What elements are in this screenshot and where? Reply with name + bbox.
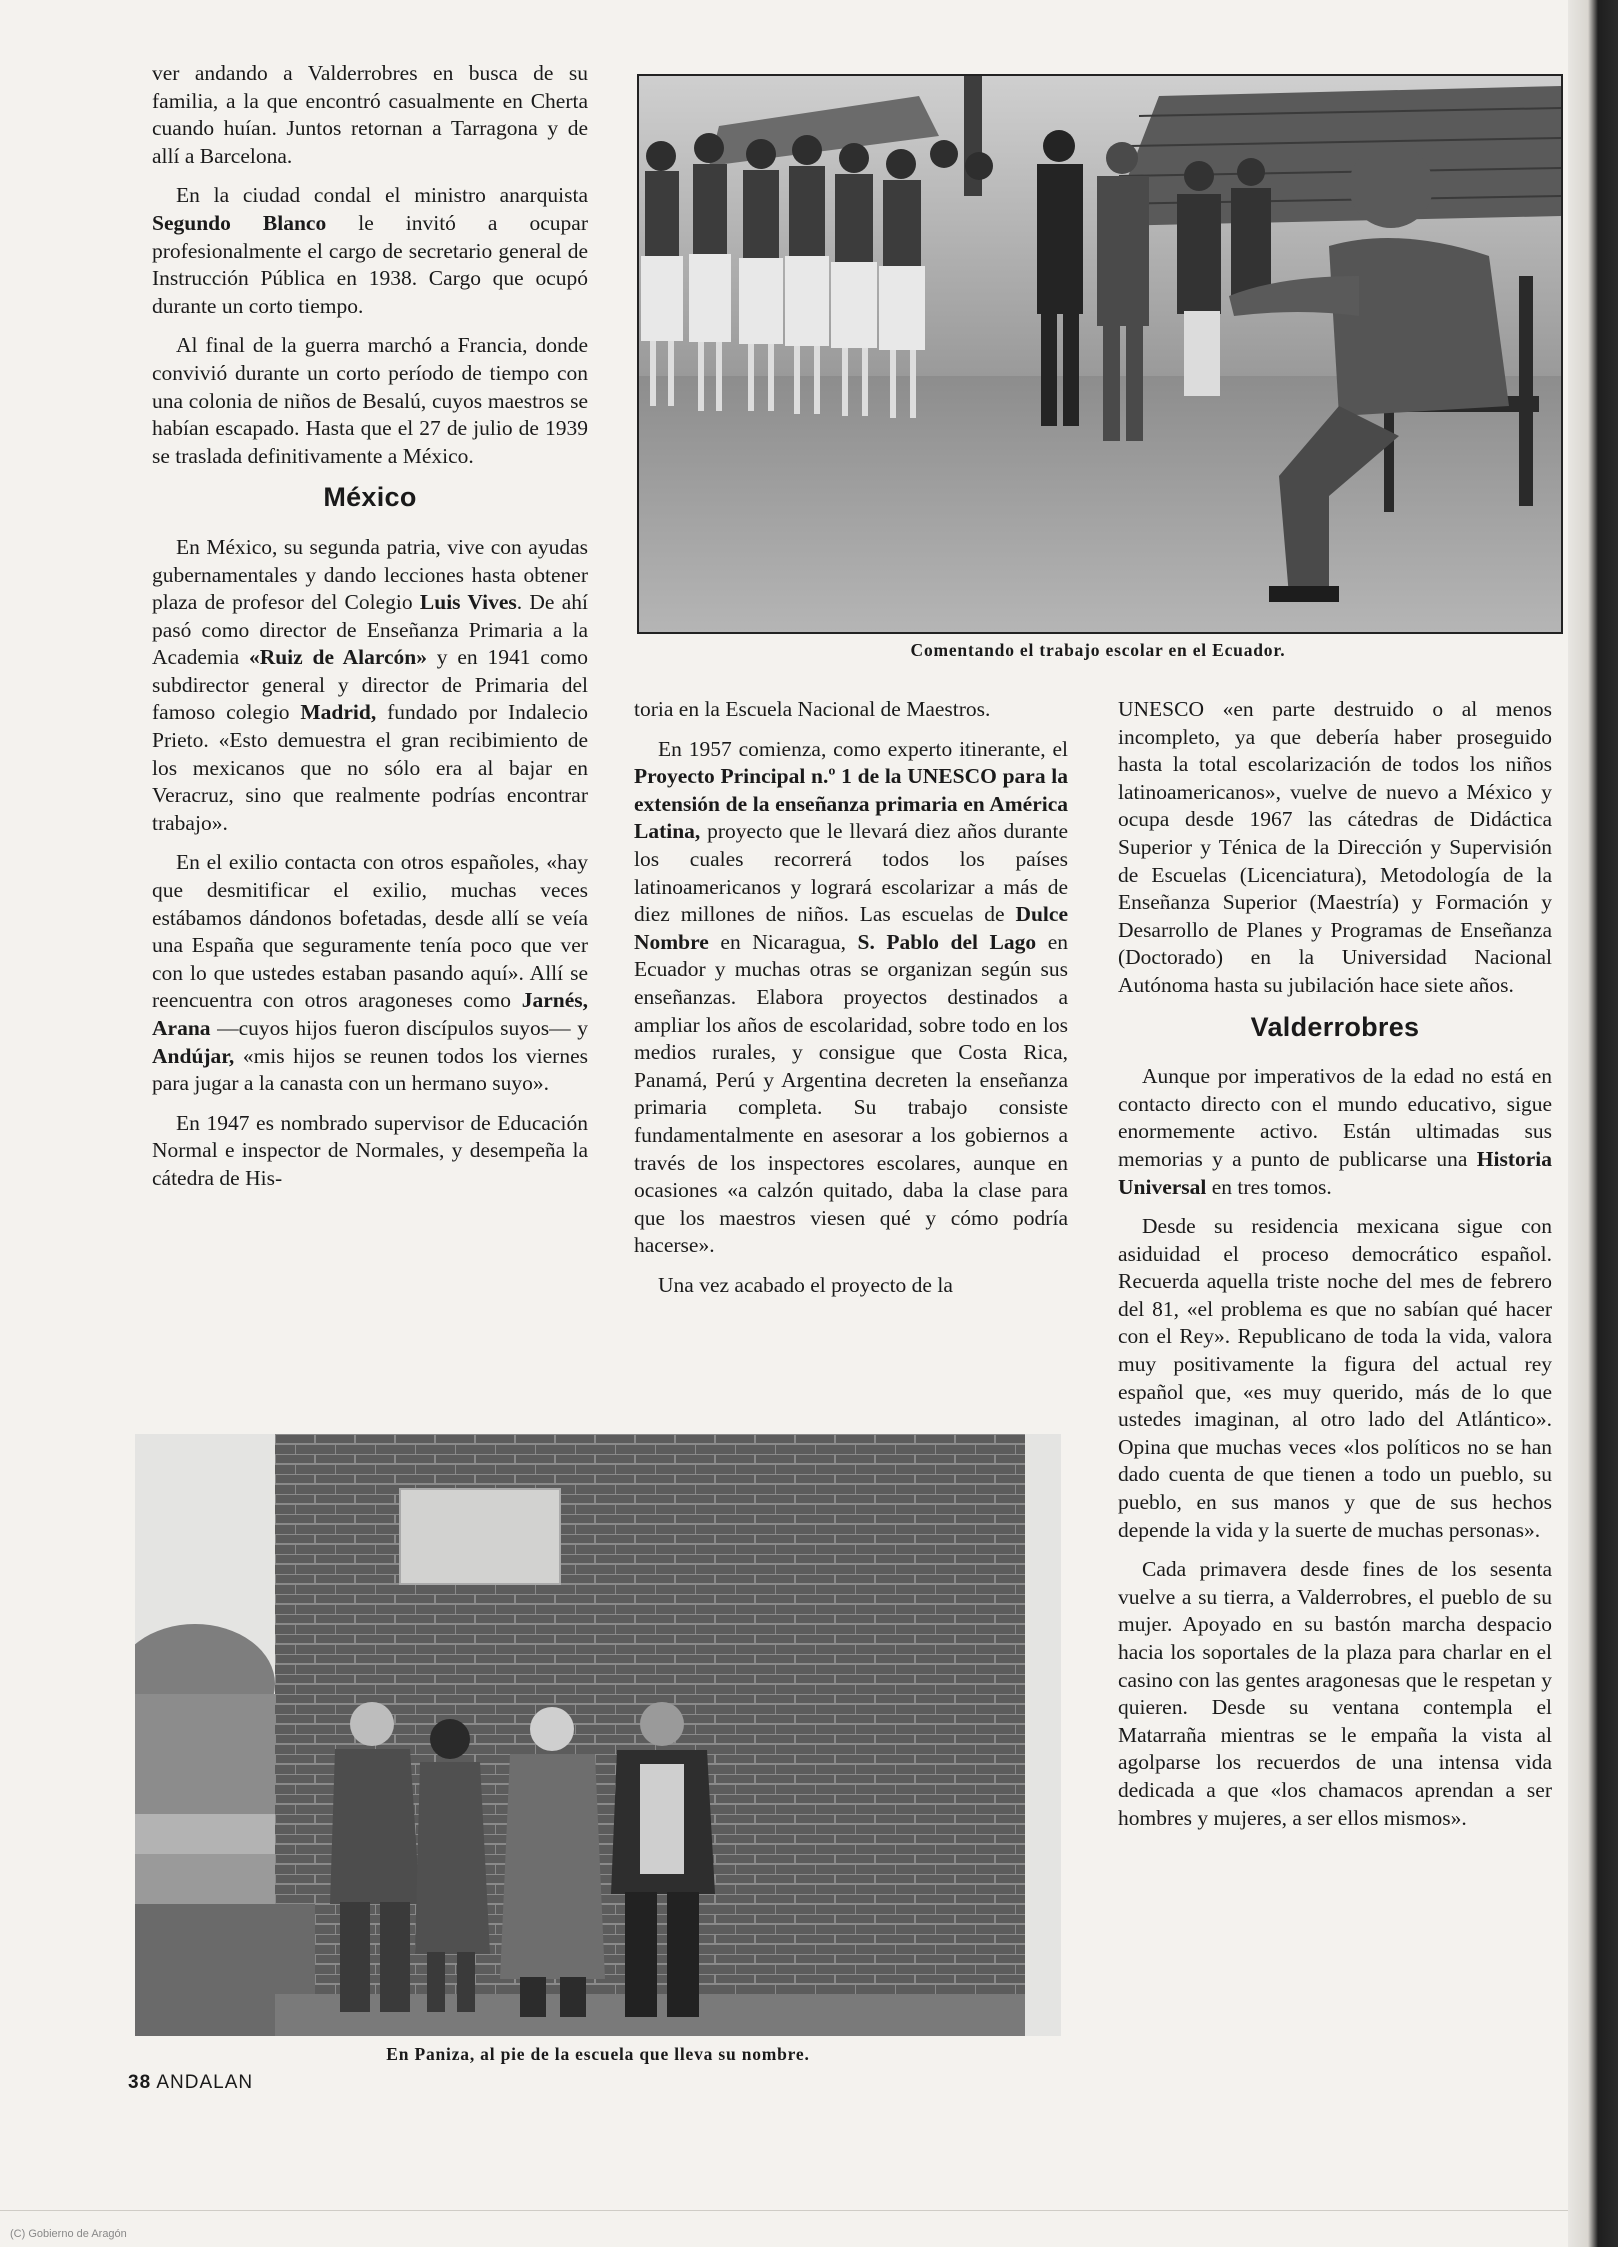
text-run: proyecto que le llevará diez años durante los cuales recorrerá todos los países latinoamericanos y logrará escolarizar a más de diez millones de niños. Las escuelas de (634, 819, 1068, 927)
section-heading-mexico: México (323, 482, 417, 513)
bold-name: S. Pablo del Lago (857, 929, 1037, 954)
text-run: En 1957 comienza, como experto itinerante, el (658, 736, 1068, 761)
page-footer (128, 2072, 253, 2094)
paragraph: Al final de la guerra marchó a Francia, donde convivió durante un corto período de tiempo con una colonia de niños de Besalú, cuyos maestros se habían escapado. Hasta que el 27 de julio de 1939 se traslada definitivamente a México. (152, 333, 588, 468)
text-run: en Nicaragua, (708, 929, 858, 954)
copyright-notice: (C) Gobierno de Aragón (10, 2228, 127, 2240)
bold-name: Madrid, (300, 700, 377, 725)
bold-name: Proyecto Principal n.º 1 de la UNESCO para la extensión de la enseñanza primaria en América Latina, (634, 764, 1068, 844)
photo-paniza-school (135, 1434, 1061, 2036)
paragraph (152, 182, 588, 320)
bold-name: Dulce Nombre (634, 902, 1068, 954)
text-run: —cuyos hijos fueron discípulos suyos— y (210, 1016, 588, 1040)
paragraph: UNESCO «en parte destruido o al menos incompleto, ya que debería haber proseguido hasta la total escolarización de todos los niños latinoamericanos», vuelve de nuevo a México y ocupa desde 1967 las cátedras de Didáctica Superior y Ténica de la Dirección y Supervisión de Escuelas (Licenciatura), Metodología de la Enseñanza Superior (Maestría) y Formación y Desarrollo de Planes y Programas de Enseñanza (Doctorado) en la Universidad Nacional Autónoma hasta su jubilación hace siete años. (1118, 697, 1552, 997)
bold-name: Historia Universal (1118, 1146, 1552, 1199)
magazine-name: ANDALAN (156, 2072, 254, 2093)
text-run: . De ahí pasó como director de Enseñanza Primaria a la Academia (152, 590, 588, 670)
photo-paniza-illustration (135, 1434, 1061, 2036)
paragraph: ver andando a Valderrobres en busca de su familia, a la que encontró casualmente en Cherta cuando huían. Juntos retornan a Tarragona y de allí a Barcelona. (152, 61, 588, 168)
bold-name: Jarnés, Arana (152, 988, 588, 1040)
article-column-1 (152, 60, 588, 1205)
text-run: En México, su segunda patria, vive con ayudas gubernamentales y dando lecciones hasta obtener plaza de profesor del Colegio (152, 534, 588, 615)
text-run: en tres tomos. (1206, 1174, 1332, 1199)
text-run: En la ciudad condal el ministro anarquista (176, 183, 588, 208)
article-column-3 (1118, 696, 1552, 1844)
paragraph (152, 849, 588, 1097)
paragraph: En 1947 es nombrado supervisor de Educación Normal e inspector de Normales, y desempeña la cátedra de His- (152, 1110, 588, 1190)
paragraph: Desde su residencia mexicana sigue con asiduidad el proceso democrático español. Recuerda aquella triste noche del mes de febrero del 81, «el problema es que no sabían qué hacer con el Rey». Republicano de toda la vida, valora muy positivamente la figura del actual rey español que, «es muy querido, más de lo que ustedes imaginan, al otro lado del Atlántico». Opina que muchas veces «los políticos no se han dado cuenta de que tienen a todo un pueblo, su pueblo, en sus manos y que de sus hechos depende la vida y la suerte de muchas personas». (1118, 1214, 1552, 1542)
paragraph (152, 534, 588, 838)
bold-name: Segundo Blanco (152, 210, 327, 235)
paragraph: Una vez acabado el proyecto de la (658, 1272, 953, 1297)
photo-ecuador-group (637, 74, 1563, 634)
section-heading-valderrobres: Valderrobres (1250, 1011, 1420, 1042)
paragraph: toria en la Escuela Nacional de Maestros. (634, 697, 991, 721)
text-run: le invitó a ocupar profesionalmente el cargo de secretario general de Instrucción Pública en 1938. Cargo que ocupó durante un corto tiempo. (152, 210, 588, 318)
text-run: En el exilio contacta con otros españoles, «hay que desmitificar el exilio, muchas veces estábamos dándonos bofetadas, desde allí se veía una España que seguramente tenía poco que ver con lo que ustedes estaban pasando aquí». Allí se reencuentra con otros aragoneses como (152, 850, 588, 1013)
text-run: y en 1941 como subdirector general y director de Primaria del famoso colegio (152, 645, 589, 725)
paragraph (1118, 1063, 1552, 1201)
article-column-2 (634, 696, 1068, 1311)
photo-caption-bottom: En Paniza, al pie de la escuela que lleva su nombre. (386, 2044, 810, 2064)
text-run: Aunque por imperativos de la edad no está en contacto directo con el mundo educativo, sigue enormemente activo. Están ultimadas sus memorias y a punto de publicarse una (1118, 1064, 1552, 1171)
paragraph (634, 736, 1068, 1260)
bold-name: Luis Vives (419, 590, 517, 615)
text-run: en Ecuador y muchas otras se organizan según sus enseñanzas. Elabora proyectos destinados a ampliar los años de escolaridad, sobre todo en los medios rurales, y consigue que Costa Rica, Panamá, Perú y Argentina decreten la enseñanza primaria completa. Su trabajo consiste fundamentalmente en asesorar a los gobiernos a través de los inspectores escolares, aunque en ocasiones «a calzón quitado, daba la clase para que los maestros viesen qué y cómo podría hacerse». (634, 929, 1069, 1258)
page-edge-shadow (1568, 0, 1618, 2247)
scan-bottom-edge (0, 2210, 1568, 2211)
photo-caption-top: Comentando el trabajo escolar en el Ecuador. (910, 640, 1286, 660)
page-number: 38 (128, 2072, 152, 2093)
bold-name: Andújar, (152, 1043, 235, 1068)
photo-ecuador-illustration (639, 76, 1561, 632)
text-run: fundado por Indalecio Prieto. «Esto demuestra el gran recibimiento de los mexicanos que no sólo era al bajar en Veracruz, sino que realmente podrías encontrar trabajo». (152, 700, 588, 835)
text-run: «mis hijos se reunen todos los viernes para jugar a la canasta con un hermano suyo». (152, 1043, 588, 1096)
paragraph: Cada primavera desde fines de los sesenta vuelve a su tierra, a Valderrobres, el pueblo de su mujer. Apoyado en su bastón marcha despacio hacia los soportales de la plaza para charlar en el casino con las gentes aragonesas que le respetan y quieren. Desde su ventana contempla el Matarraña mientras se le empaña la vista al agolparse los recuerdos de una intensa vida dedicada a que «los chamacos aprendan a ser hombres y mujeres, a ser ellos mismos». (1118, 1557, 1552, 1830)
bold-name: «Ruiz de Alarcón» (248, 645, 428, 670)
